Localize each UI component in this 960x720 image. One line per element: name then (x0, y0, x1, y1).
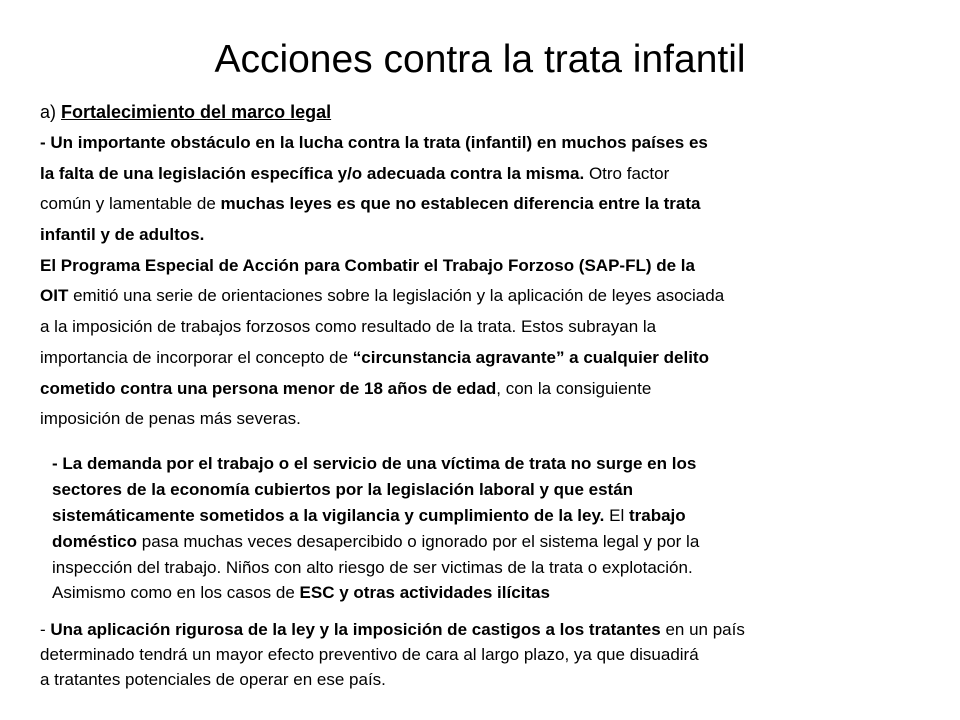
paragraph-line: común y lamentable de muchas leyes es que no establecen diferencia entre la trata (40, 194, 701, 214)
paragraph-line: a tratantes potenciales de operar en ese país. (40, 670, 386, 690)
paragraph-line: imposición de penas más severas. (40, 409, 301, 429)
paragraph-line: doméstico pasa muchas veces desapercibido o ignorado por el sistema legal y por la (52, 531, 700, 551)
paragraph-line: - Una aplicación rigurosa de la ley y la imposición de castigos a los tratantes en un país (40, 620, 745, 639)
paragraph-line: infantil y de adultos. (40, 225, 205, 245)
paragraph-line: la falta de una legislación específica y/o adecuada contra la misma. Otro factor (40, 163, 670, 183)
paragraph-line: a la imposición de trabajos forzosos como resultado de la trata. Estos subrayan la (40, 317, 657, 337)
paragraph-line: sistemáticamente sometidos a la vigilancia y cumplimiento de la ley. El trabajo (52, 505, 686, 525)
section-heading (40, 96, 724, 128)
enforcement-paragraph (40, 617, 745, 693)
paragraph-line: Asimismo como en los casos de ESC y otras actividades ilícitas (52, 583, 550, 603)
paragraph-line: importancia de incorporar el concepto de “circunstancia agravante” a cualquier delito (40, 347, 709, 367)
slide-title: Acciones contra la trata infantil (214, 38, 746, 81)
legal-framework-section (40, 96, 724, 435)
section-heading-text: Fortalecimiento del marco legal (61, 102, 332, 122)
section-marker: a) (40, 102, 57, 122)
paragraph-line: El Programa Especial de Acción para Combatir el Trabajo Forzoso (SAP-FL) de la (40, 255, 695, 275)
paragraph-line: - La demanda por el trabajo o el servicio de una víctima de trata no surge en los (52, 454, 697, 473)
paragraph-line: inspección del trabajo. Niños con alto riesgo de ser victimas de la trata o explotación. (52, 557, 693, 577)
paragraph-line: cometido contra una persona menor de 18 años de edad, con la consiguiente (40, 378, 652, 398)
paragraph-line: - Un importante obstáculo en la lucha contra la trata (infantil) en muchos países es (40, 133, 708, 152)
paragraph-line: determinado tendrá un mayor efecto preventivo de cara al largo plazo, ya que disuadirá (40, 645, 699, 665)
paragraph-line: sectores de la economía cubiertos por la legislación laboral y que están (52, 479, 634, 499)
paragraph-line: OIT emitió una serie de orientaciones sobre la legislación y la aplicación de leyes asociada (40, 286, 725, 306)
demand-paragraph (52, 451, 699, 606)
